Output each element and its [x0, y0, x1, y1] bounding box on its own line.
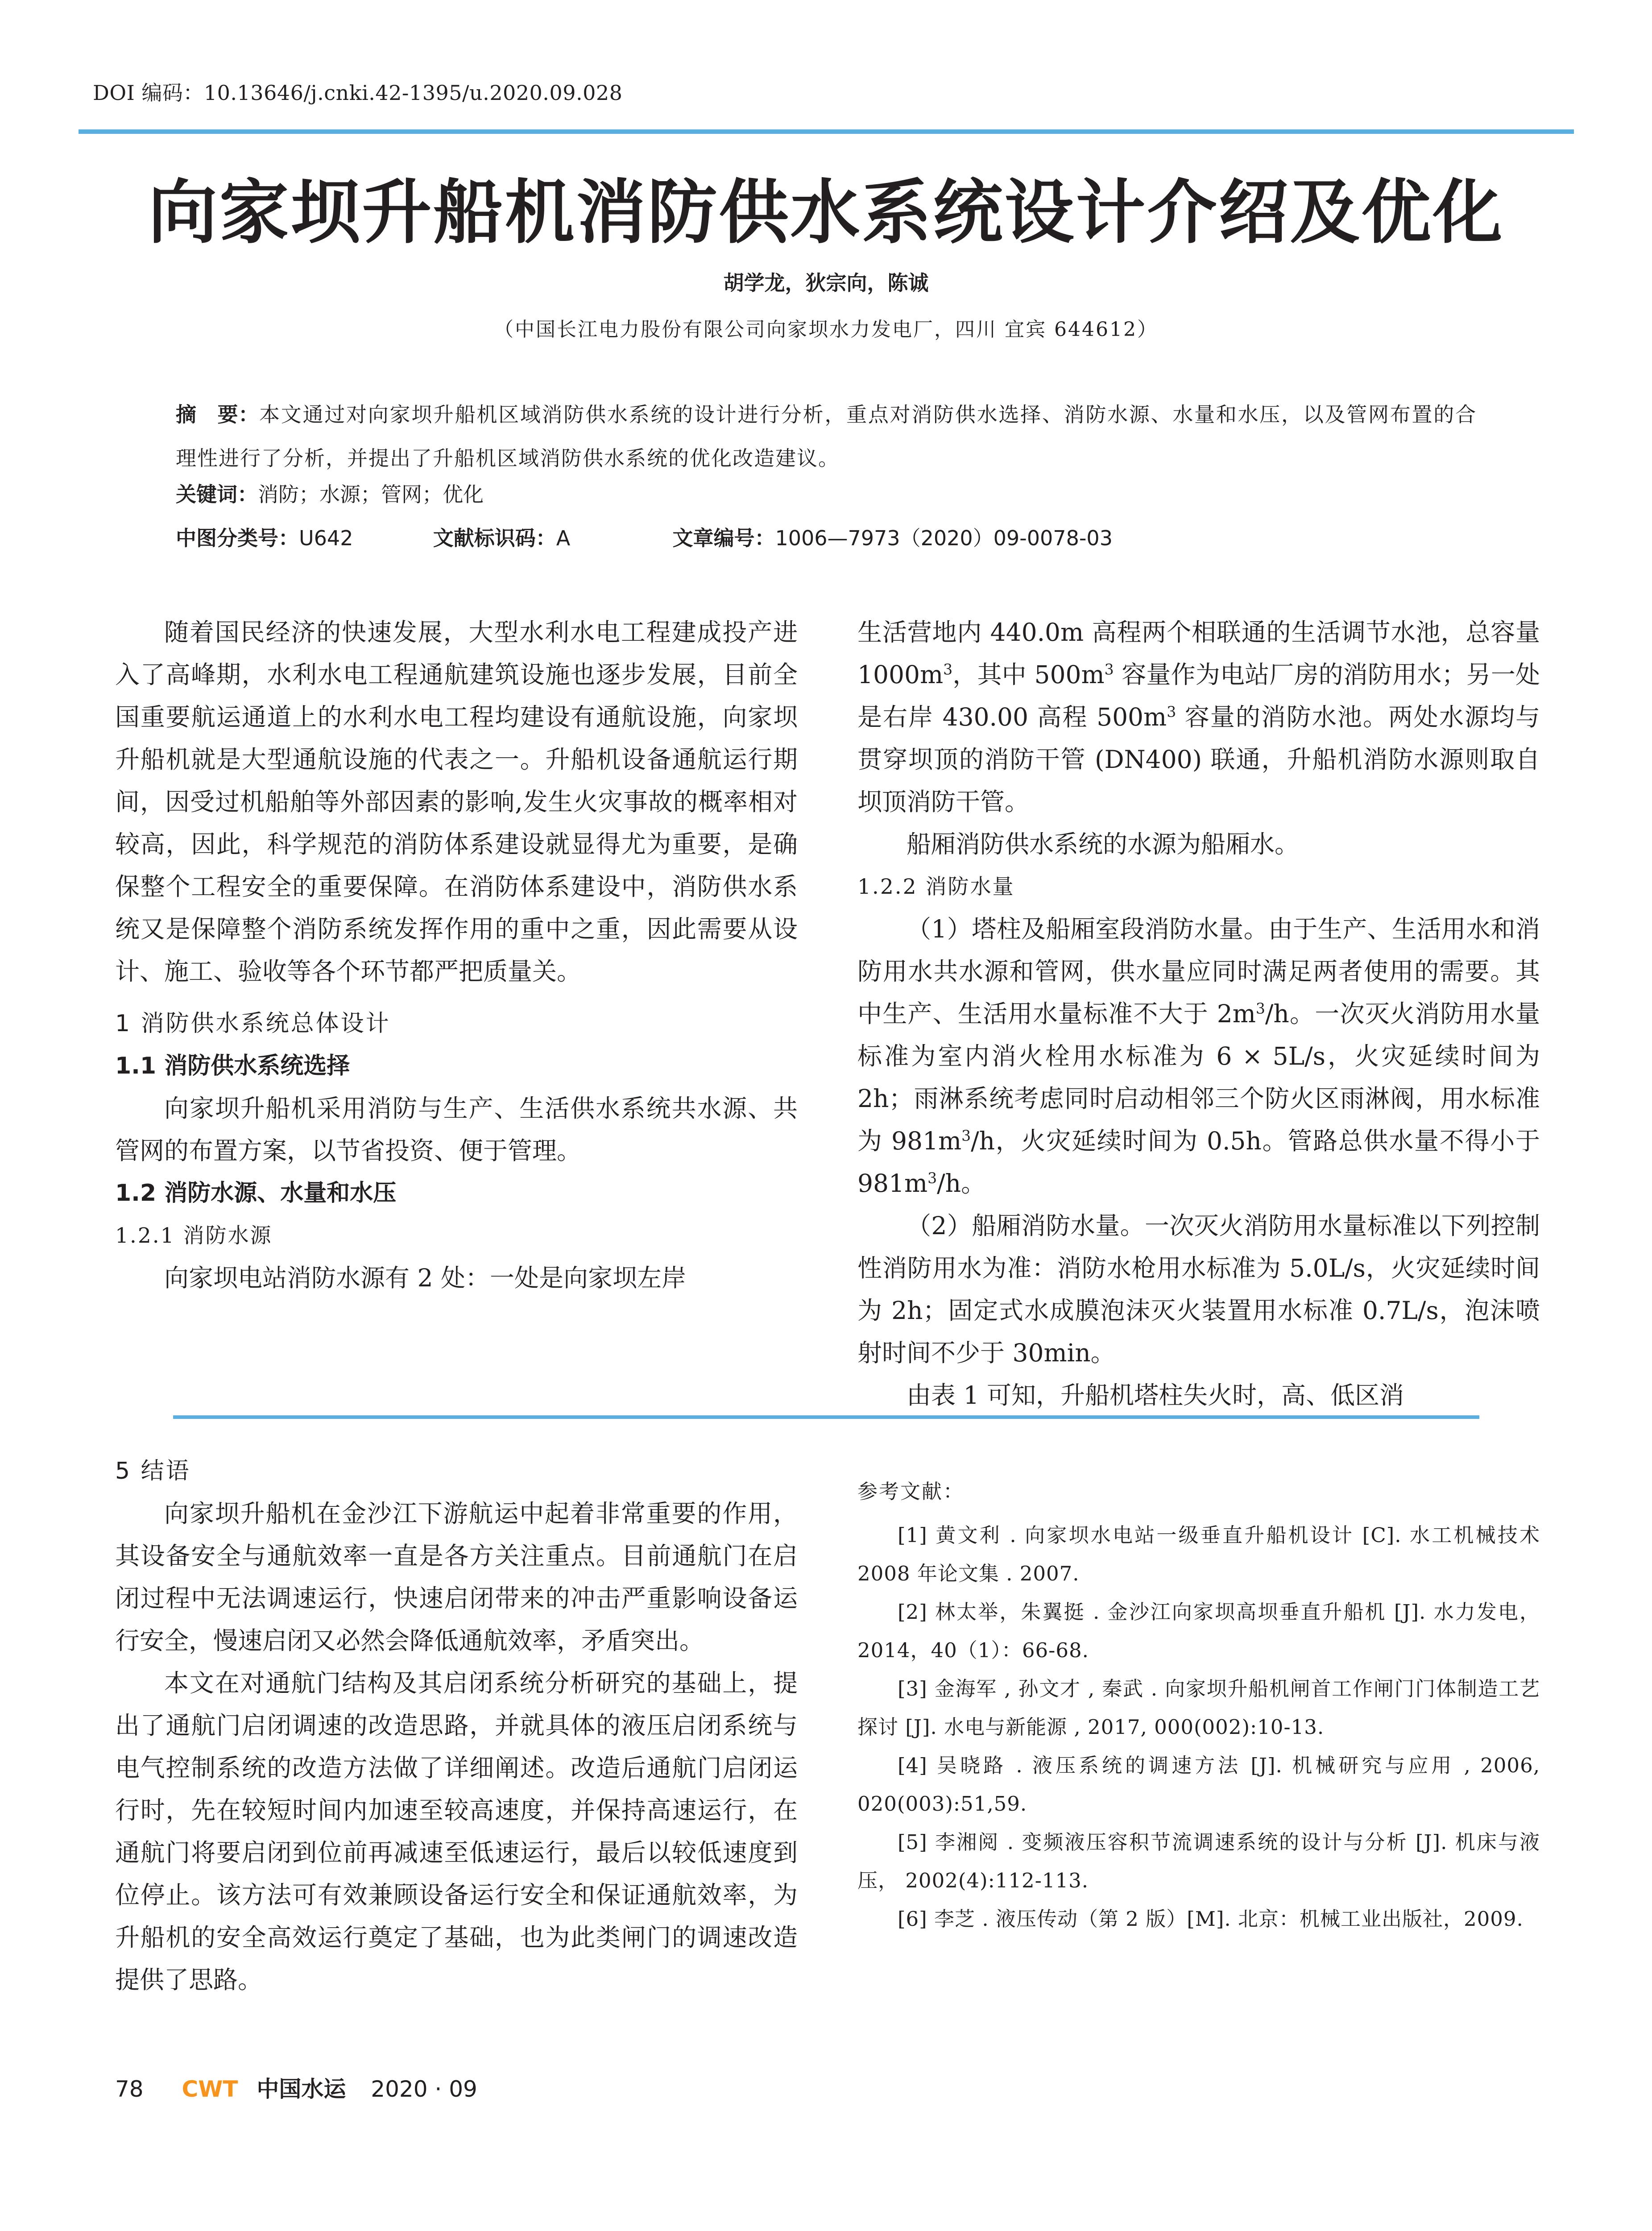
- water-volume-text-c: /h，火灾延续时间为 0.5h。管路总供水量不得小于 981m: [857, 1127, 1540, 1198]
- ship-chamber-paragraph: 船厢消防供水系统的水源为船厢水。: [907, 830, 1300, 858]
- references-heading: 参考文献：: [857, 1480, 965, 1503]
- superscript-3: 3: [927, 1169, 937, 1187]
- section-1-1-paragraph: 向家坝升船机采用消防与生产、生活供水系统共水源、共管网的布置方案，以节省投资、便于管理。: [115, 1094, 798, 1165]
- doc-code-label: 文献标识码：: [433, 526, 556, 550]
- reference-item: [2] 林太举，朱翼挺 . 金沙江向家坝高坝垂直升船机 [J]. 水力发电，2014，40（1）：66-68.: [857, 1600, 1540, 1662]
- conclusion-paragraph-1: 向家坝升船机在金沙江下游航运中起着非常重要的作用，其设备安全与通航效率一直是各方关注重点。目前通航门在启闭过程中无法调速运行，快速启闭带来的冲击严重影响设备运行安全，慢速启闭又必然会降低通航效率，矛盾突出。: [115, 1499, 798, 1655]
- abstract: [176, 393, 1477, 480]
- superscript-3: 3: [943, 660, 953, 678]
- section-divider: [173, 1415, 1479, 1419]
- issue-number: 2020 · 09: [371, 2076, 477, 2102]
- article-title: 向家坝升船机消防供水系统设计介绍及优化: [148, 172, 1504, 253]
- article-no-value: 1006—7973（2020）09-0078-03: [775, 526, 1113, 550]
- superscript-3: 3: [1167, 703, 1176, 721]
- intro-paragraph: 随着国民经济的快速发展，大型水利水电工程建成投产进入了高峰期，水利水电工程通航建筑设施也逐步发展，目前全国重要航运通道上的水利水电工程均建设有通航设施，向家坝升船机就是大型通航设施的代表之一。升船机设备通航运行期间，因受过机船舶等外部因素的影响,发生火灾事故的概率相对较高，因此，科学规范的消防体系建设就显得尤为重要，是确保整个工程安全的重要保障。在消防体系建设中，消防供水系统又是保障整个消防系统发挥作用的重中之重，因此需要从设计、施工、验收等各个环节都严把质量关。: [115, 618, 798, 986]
- section-5-heading: 5 结语: [115, 1458, 191, 1485]
- left-column-top: [115, 611, 798, 1299]
- references: [857, 1472, 1540, 1938]
- keywords: [176, 478, 484, 508]
- authors: 胡学龙，狄宗向，陈诚: [723, 271, 929, 295]
- magazine-name: 中国水运: [257, 2076, 346, 2102]
- abstract-label: 摘 要：: [176, 402, 259, 427]
- section-1-1-heading: 1.1 消防供水系统选择: [115, 1053, 350, 1079]
- water-source-text-c: 容量作为电站厂房的消防用水；另一处是右岸 430.00 高程 500m: [857, 660, 1540, 731]
- water-volume-paragraph-2: （2）船厢消防水量。一次灭火消防用水量标准以下列控制性消防用水为准：消防水枪用水标准为 5.0L/s，火灾延续时间为 2h；固定式水成膜泡沫灭火装置用水标准 0.7L/s，泡沫喷射时间不少于 30min。: [857, 1211, 1540, 1367]
- reference-item: [4] 吴晓路 . 液压系统的调速方法 [J]. 机械研究与应用 , 2006, 020(003):51,59.: [857, 1754, 1540, 1816]
- left-column-bottom: [115, 1450, 798, 2001]
- superscript-3: 3: [961, 1127, 971, 1145]
- affiliation: （中国长江电力股份有限公司向家坝水力发电厂，四川 宜宾 644612）: [494, 318, 1158, 341]
- reference-item: [1] 黄文利 . 向家坝水电站一级垂直升船机设计 [C]. 水工机械技术 2008 年论文集 . 2007.: [857, 1523, 1540, 1585]
- reference-item: [6] 李芝 . 液压传动（第 2 版）[M]. 北京：机械工业出版社，2009.: [898, 1907, 1524, 1931]
- abstract-text: 本文通过对向家坝升船机区域消防供水系统的设计进行分析，重点对消防供水选择、消防水源、水量和水压，以及管网布置的合理性进行了分析，并提出了升船机区域消防供水系统的优化改造建议。: [176, 402, 1477, 470]
- section-1-2-1-heading: 1.2.1 消防水源: [115, 1223, 273, 1248]
- water-source-paragraph: [857, 611, 1540, 823]
- doi-code: DOI 编码：10.13646/j.cnki.42-1395/u.2020.09.028: [93, 81, 623, 105]
- doc-code-value: A: [556, 526, 571, 550]
- water-volume-text-a: （1）塔柱及船厢室段消防水量。由于生产、生活用水和消防用水共水源和管网，供水量应同时满足两者使用的需要。其中生产、生活用水量标准不大于 2m: [857, 915, 1540, 1028]
- water-volume-text-d: /h。: [937, 1169, 986, 1198]
- right-column-top: [857, 611, 1540, 1417]
- page-footer: [115, 2071, 477, 2103]
- section-1-2-2-heading: 1.2.2 消防水量: [857, 875, 1015, 899]
- reference-item: [3] 金海军 , 孙文才 , 秦武 . 向家坝升船机闸首工作闸门门体制造工艺探讨 [J]. 水电与新能源 , 2017, 000(002):10-13.: [857, 1677, 1540, 1739]
- section-1-heading: 1 消防供水系统总体设计: [115, 1010, 391, 1037]
- keywords-label: 关键词：: [176, 482, 258, 506]
- section-1-2-heading: 1.2 消防水源、水量和水压: [115, 1180, 397, 1207]
- superscript-3: 3: [1104, 660, 1114, 678]
- header-rule: [79, 129, 1574, 134]
- water-source-text-a: 生活营地内 440.0m 高程两个相联通的生活调节水池，总容量 1000m: [857, 618, 1540, 689]
- classification-line: [176, 522, 1113, 552]
- water-volume-text-b: /h。一次灭火消防用水量标准为室内消火栓用水标准为 6 × 5L/s，火灾延续时间为 2h；雨淋系统考虑同时启动相邻三个防火区雨淋阀，用水标准为 981m: [857, 999, 1540, 1155]
- superscript-3: 3: [1255, 999, 1265, 1017]
- water-volume-paragraph-1: [857, 908, 1540, 1205]
- water-source-text-b: ，其中 500m: [952, 660, 1105, 689]
- clc-label: 中图分类号：: [176, 526, 299, 550]
- section-1-2-1-paragraph: 向家坝电站消防水源有 2 处：一处是向家坝左岸: [164, 1264, 686, 1292]
- water-source-text-d: 容量的消防水池。两处水源均与贯穿坝顶的消防干管 (DN400) 联通，升船机消防水源则取自坝顶消防干管。: [857, 703, 1540, 816]
- cwt-logo: CWT: [182, 2076, 238, 2102]
- clc-value: U642: [299, 526, 353, 550]
- reference-item: [5] 李湘阅 . 变频液压容积节流调速系统的设计与分析 [J]. 机床与液压， 2002(4):112-113.: [857, 1830, 1540, 1892]
- keywords-text: 消防；水源；管网；优化: [258, 482, 484, 506]
- conclusion-paragraph-2: 本文在对通航门结构及其启闭系统分析研究的基础上，提出了通航门启闭调速的改造思路，并就具体的液压启闭系统与电气控制系统的改造方法做了详细阐述。改造后通航门启闭运行时，先在较短时间内加速至较高速度，并保持高速运行，在通航门将要启闭到位前再减速至低速运行，最后以较低速度到位停止。该方法可有效兼顾设备运行安全和保证通航效率，为升船机的安全高效运行奠定了基础，也为此类闸门的调速改造提供了思路。: [115, 1669, 798, 1994]
- table-1-paragraph: 由表 1 可知，升船机塔柱失火时，高、低区消: [907, 1381, 1404, 1410]
- article-no-label: 文章编号：: [672, 526, 775, 550]
- page-number: 78: [115, 2076, 144, 2102]
